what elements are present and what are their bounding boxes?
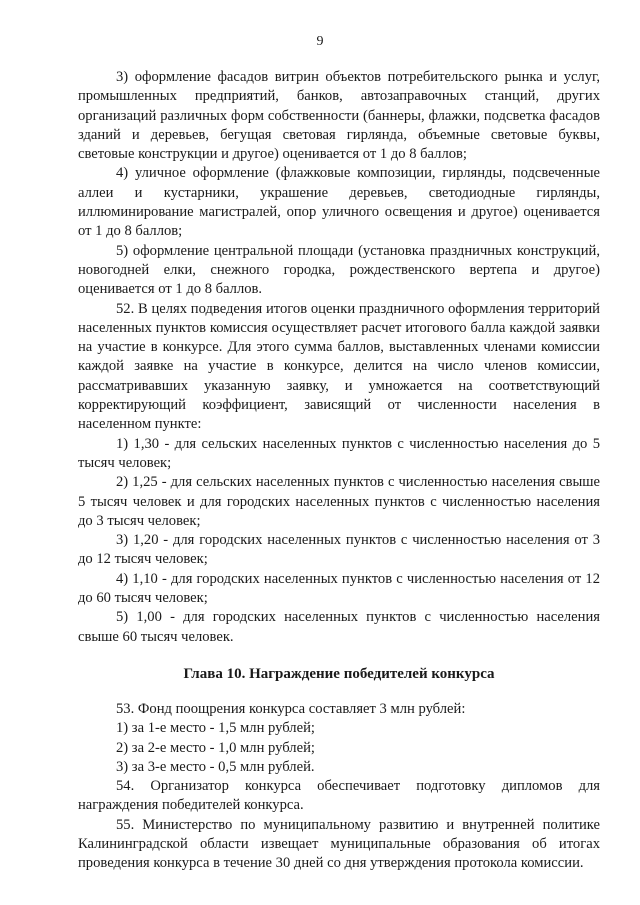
paragraph: 54. Организатор конкурса обеспечивает подготовку дипломов для награждения победителей конкурса. [78,778,600,814]
paragraph: 3) 1,20 - для городских населенных пунктов с численностью населения от 3 до 12 тысяч человек; [78,532,600,568]
paragraph: 1) 1,30 - для сельских населенных пунктов с численностью населения до 5 тысяч человек; [78,435,600,471]
document-body [78,68,600,874]
paragraph: 1) за 1-е место - 1,5 млн рублей; [116,720,315,737]
paragraph: 53. Фонд поощрения конкурса составляет 3 млн рублей: [116,700,466,717]
paragraph: 4) уличное оформление (флажковые композиции, гирлянды, подсвеченные аллеи и кустарники, украшение деревьев, светодиодные гирлянды, иллюминирование магистралей, опор уличного освещения и другое) оценивается от 1 до 8 баллов; [78,165,600,240]
paragraph: 2) за 2-е место - 1,0 млн рублей; [116,739,315,756]
paragraph: 4) 1,10 - для городских населенных пунктов с численностью населения от 12 до 60 тысяч человек; [78,570,600,607]
paragraph: 3) оформление фасадов витрин объектов потребительского рынка и услуг, промышленных предприятий, банков, автозаправочных станций, других организаций различных форм собственности (баннеры, флажки, подсветка фасадов зданий и деревьев, бегущая световая гирлянда, объемные световые буквы, световые конструкции и другое) оценивается от 1 до 8 баллов; [78,69,600,163]
paragraph: 5) 1,00 - для городских населенных пунктов с численностью населения свыше 60 тысяч человек. [78,609,600,645]
page-number: 9 [316,34,324,49]
paragraph: 55. Министерство по муниципальному развитию и внутренней политике Калининградской области извещает муниципальные образования об итогах проведения конкурса в течение 30 дней со дня утверждения протокола комиссии. [78,816,600,872]
paragraph: 3) за 3-е место - 0,5 млн рублей. [116,758,315,775]
paragraph: 52. В целях подведения итогов оценки праздничного оформления территорий населенных пунктов комиссия осуществляет расчет итогового балла каждой заявки на участие в конкурсе. Для этого сумма баллов, выставленных членами комиссии каждой заявке на участие в конкурсе, делится на число членов комиссии, рассматривавших указанную заявку, и умножается на соответствующий корректирующий коэффициент, зависящий от численности населения в населенном пункте: [78,300,600,433]
chapter-title: Глава 10. Награждение победителей конкурса [183,665,495,682]
paragraph: 2) 1,25 - для сельских населенных пунктов с численностью населения свыше 5 тысяч человек и для городских населенных пунктов с численностью населения до 3 тысяч человек; [78,474,600,529]
paragraph: 5) оформление центральной площади (установка праздничных конструкций, новогодней елки, снежного городка, рождественского вертепа и другое) оценивается от 1 до 8 баллов. [78,242,600,298]
